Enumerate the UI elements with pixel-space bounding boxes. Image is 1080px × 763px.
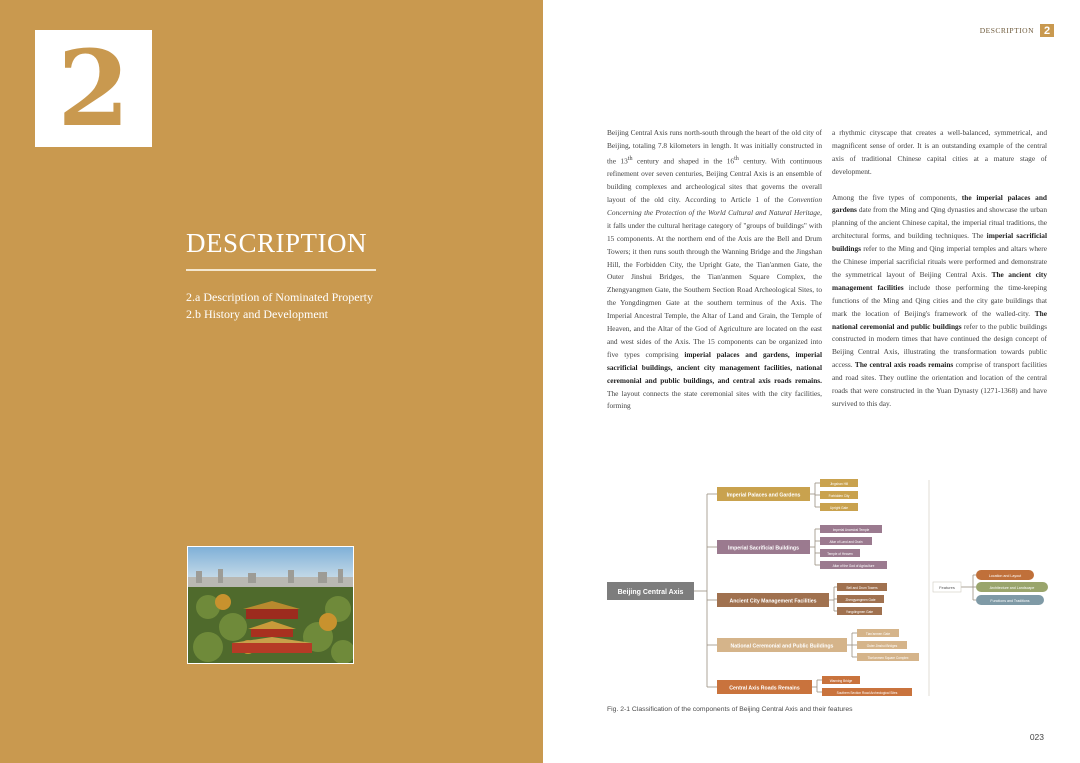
- component-label: Tian'anmen Square Complex: [867, 656, 909, 660]
- bold-term: The national ceremonial and public buildings: [832, 308, 1047, 331]
- component-label: Bell and Drum Towers: [846, 586, 878, 590]
- component-label: Yongdingmen Gate: [845, 610, 874, 614]
- category-label: National Ceremonial and Public Buildings: [730, 643, 834, 650]
- paragraph: a rhythmic cityscape that creates a well-balanced, symmetrical, and magnificent sense of order. It is an outstanding example of the central axis of traditional Chinese capital cities at a mature stage of development.: [832, 128, 1047, 176]
- bold-term: The ancient city management facilities: [832, 269, 1047, 292]
- convention-title: Convention Concerning the Protection of the World Cultural and Natural Heritage: [607, 194, 822, 217]
- photo-illustration: [188, 547, 354, 664]
- text-run: comprise of transport facilities and road sites. They outline the orientation and location of the central roads that were constructed in the Yuan Dynasty (1271-1368) and have survived to this day.: [832, 360, 1047, 409]
- component-label: Altar of Land and Grain: [829, 540, 863, 544]
- component-label: Outer Jinshui Bridges: [866, 644, 898, 648]
- right-page: [543, 0, 1080, 763]
- text-run: refer to the public buildings constructed in modern times that have continued the design concept of Beijing Central Axis, illustrating the transformation towards public access.: [832, 321, 1047, 370]
- chapter-number-box: [35, 26, 152, 150]
- category-label: Imperial Palaces and Gardens: [726, 492, 801, 499]
- running-header: [980, 24, 1054, 37]
- category-label: Central Axis Roads Remains: [729, 685, 800, 692]
- running-header-number: 2: [1040, 24, 1054, 37]
- bold-term: the imperial palaces and gardens: [832, 192, 1047, 215]
- paragraph: [607, 127, 822, 413]
- component-label: Forbidden City: [828, 494, 850, 498]
- component-label: Tian'anmen Gate: [865, 632, 891, 636]
- text-run: include those performing the time-keeping functions of the Ming and Qing cities and the city gate buildings that mark the location of Beijing's framework of the walled-city.: [832, 282, 1047, 318]
- text-run: date from the Ming and Qing dynasties and showcase the urban planning of the ancient Chinese capital, the imperial ritual traditions, the architectural forms, and building techniques. The: [832, 205, 1047, 241]
- component-label: Altar of the God of Agriculture: [832, 564, 875, 568]
- text-run: century and shaped in the 16: [632, 156, 735, 166]
- text-run: refer to the Ming and Qing imperial temples and altars where the Chinese imperial sacrificial rituals were performed and demonstrate the symmetrical layout of Beijing Central Axis.: [832, 244, 1047, 279]
- feature-label: Functions and Traditions: [990, 599, 1030, 603]
- component-label: Southern Section Road Archeological Sites: [836, 691, 898, 695]
- superscript: th: [627, 155, 633, 162]
- component-types: imperial palaces and gardens, imperial sacrificial buildings, ancient city management facilities, national ceremonial and public buildings, and central axis roads remains.: [607, 349, 822, 385]
- bold-term: The central axis roads remains: [854, 360, 954, 370]
- component-label: Upright Gate: [829, 506, 849, 510]
- toc-item-2a[interactable]: 2.a Description of Nominated Property: [186, 290, 373, 304]
- component-label: Imperial Ancestral Temple: [832, 528, 870, 532]
- component-label: Jingshan Hill: [829, 482, 849, 486]
- text-run: , it falls under the cultural heritage category of "groups of buildings" with 15 components. At the northern end of the Axis are the Bell and Drum Towers; it then runs south through the Wanning Bridge and the Jingshan Hill, the Forbidden City, the Upright Gate, the Tian'anmen Gate, the Outer Jinshui Bridges, the Tian'anmen Square Complex, the Zhengyangmen Gate, the Southern Section Road Archeological Sites, to the Yongdingmen Gate at the southern terminus of the Axis. The Imperial Ancestral Temple, the Altar of Land and Grain, the Temple of Heaven, and the Altar of the God of Agriculture are located on the east and west sides of the Axis. The 15 components can be organized into five types comprising: [607, 207, 822, 359]
- component-label: Wanning Bridge: [829, 679, 853, 683]
- superscript: th: [734, 155, 739, 162]
- classification-diagram: [607, 470, 1057, 706]
- feature-label: Location and Layout: [988, 574, 1022, 578]
- chapter-number: 2: [57, 26, 130, 150]
- bold-term: imperial sacrificial buildings: [832, 231, 1048, 254]
- page-number: 023: [1029, 732, 1044, 742]
- beijing-aerial-photo: [187, 546, 354, 664]
- title-divider: [186, 269, 376, 271]
- diagram-canvas: [607, 470, 1057, 706]
- features-label: Features: [939, 585, 955, 590]
- text-run: century. With continuous refinement over seven centuries, Beijing Central Axis is an ensemble of building complexes and archeological sites that governs the overall layout of the old city. According to Article 1 of the: [607, 156, 823, 204]
- toc-item-2b[interactable]: 2.b History and Development: [186, 307, 328, 321]
- text-column-left: [607, 127, 822, 426]
- chapter-title: DESCRIPTION: [186, 228, 368, 258]
- component-label: Temple of Heaven: [827, 552, 853, 556]
- component-label: Zhengyangmen Gate: [845, 598, 876, 602]
- figure-caption: Fig. 2-1 Classification of the components of Beijing Central Axis and their features: [607, 706, 853, 713]
- running-header-label: DESCRIPTION: [979, 26, 1034, 35]
- paragraph: [832, 192, 1047, 411]
- category-label: Imperial Sacrificial Buildings: [728, 545, 799, 552]
- text-run: Among the five types of components,: [832, 192, 962, 202]
- category-label: Ancient City Management Facilities: [729, 598, 817, 605]
- root-node-label: Beijing Central Axis: [617, 589, 684, 596]
- feature-label: Architecture and Landscape: [989, 586, 1035, 590]
- text-column-right: [832, 127, 1047, 424]
- text-run: The layout connects the state ceremonial sites with the city facilities, forming: [607, 388, 822, 411]
- text-run: Beijing Central Axis runs north-south through the heart of the old city of Beijing, totaling 7.8 kilometers in length. It was initially constructed in the 13: [607, 128, 822, 166]
